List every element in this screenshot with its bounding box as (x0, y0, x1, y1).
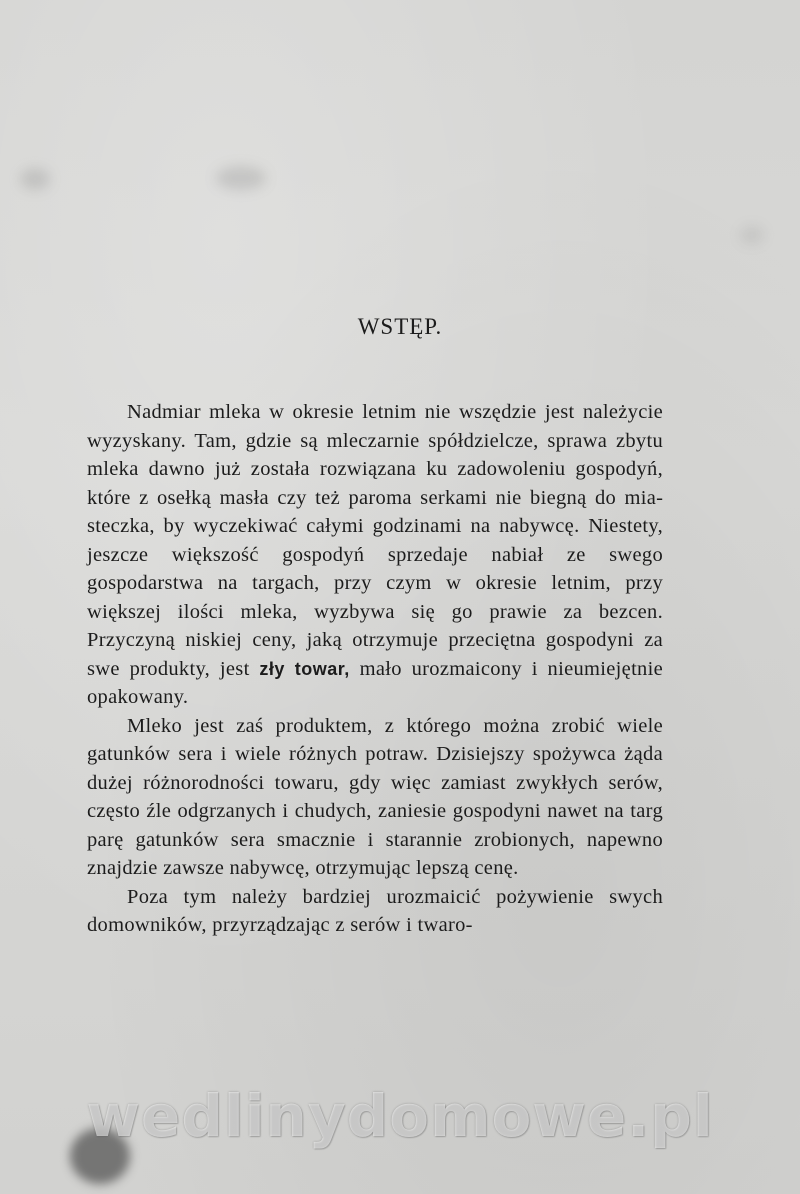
paragraph-1 (87, 398, 663, 712)
page-stain (216, 166, 266, 190)
paragraph-2: Mleko jest zaś produktem, z którego można zrobić wiele gatunków sera i wiele różnych potraw. Dzisiejszy spożywca żąda dużej różnorodności towaru, gdy więc zamiast zwykłych serów, często źle odgrzanych i chudych, zaniesie gospodyni nawet na targ parę gatunków sera smacznie i starannie zrobionych, napewno znajdzie zawsze nabywcę, otrzymując lepszą cenę. (87, 714, 663, 879)
page-stain (740, 226, 764, 244)
paragraph-3: Poza tym należy bardziej urozmaicić pożywienie swych domowników, przyrządzając z serów i twaro- (87, 885, 663, 936)
paragraph-1-text-start: Nadmiar mleka w okresie letnim nie wszędzie jest należycie wyzyskany. Tam, gdzie są mleczarnie spółdzielcze, sprawa zbytu mleka dawno już została rozwiązana ku zadowoleniu gospodyń, które z osełką masła czy też paroma serkami nie biegną do miasteczka, by wyczekiwać całymi godzinami na nabywcę. Niestety, jeszcze większość gospodyń sprzedaje nabiał ze swego gospodarstwa na targach, przy czym w okresie letnim, przy większej ilości mleka, wyzbywa się go prawie za bezcen. Przyczyną niskiej ceny, jaką otrzymuje przeciętna gospodyni za swe produkty, jest (87, 401, 663, 680)
body-text (87, 398, 663, 940)
page-stain (20, 168, 50, 190)
chapter-heading: WSTĘP. (357, 314, 443, 339)
paragraph-1-text-end: mało urozmaicony i nieumiejętnie opakowany. (87, 657, 664, 708)
watermark: wedlinydomowe.pl (86, 1082, 714, 1150)
paragraph-1-bold-phrase: zły towar, (259, 658, 350, 679)
